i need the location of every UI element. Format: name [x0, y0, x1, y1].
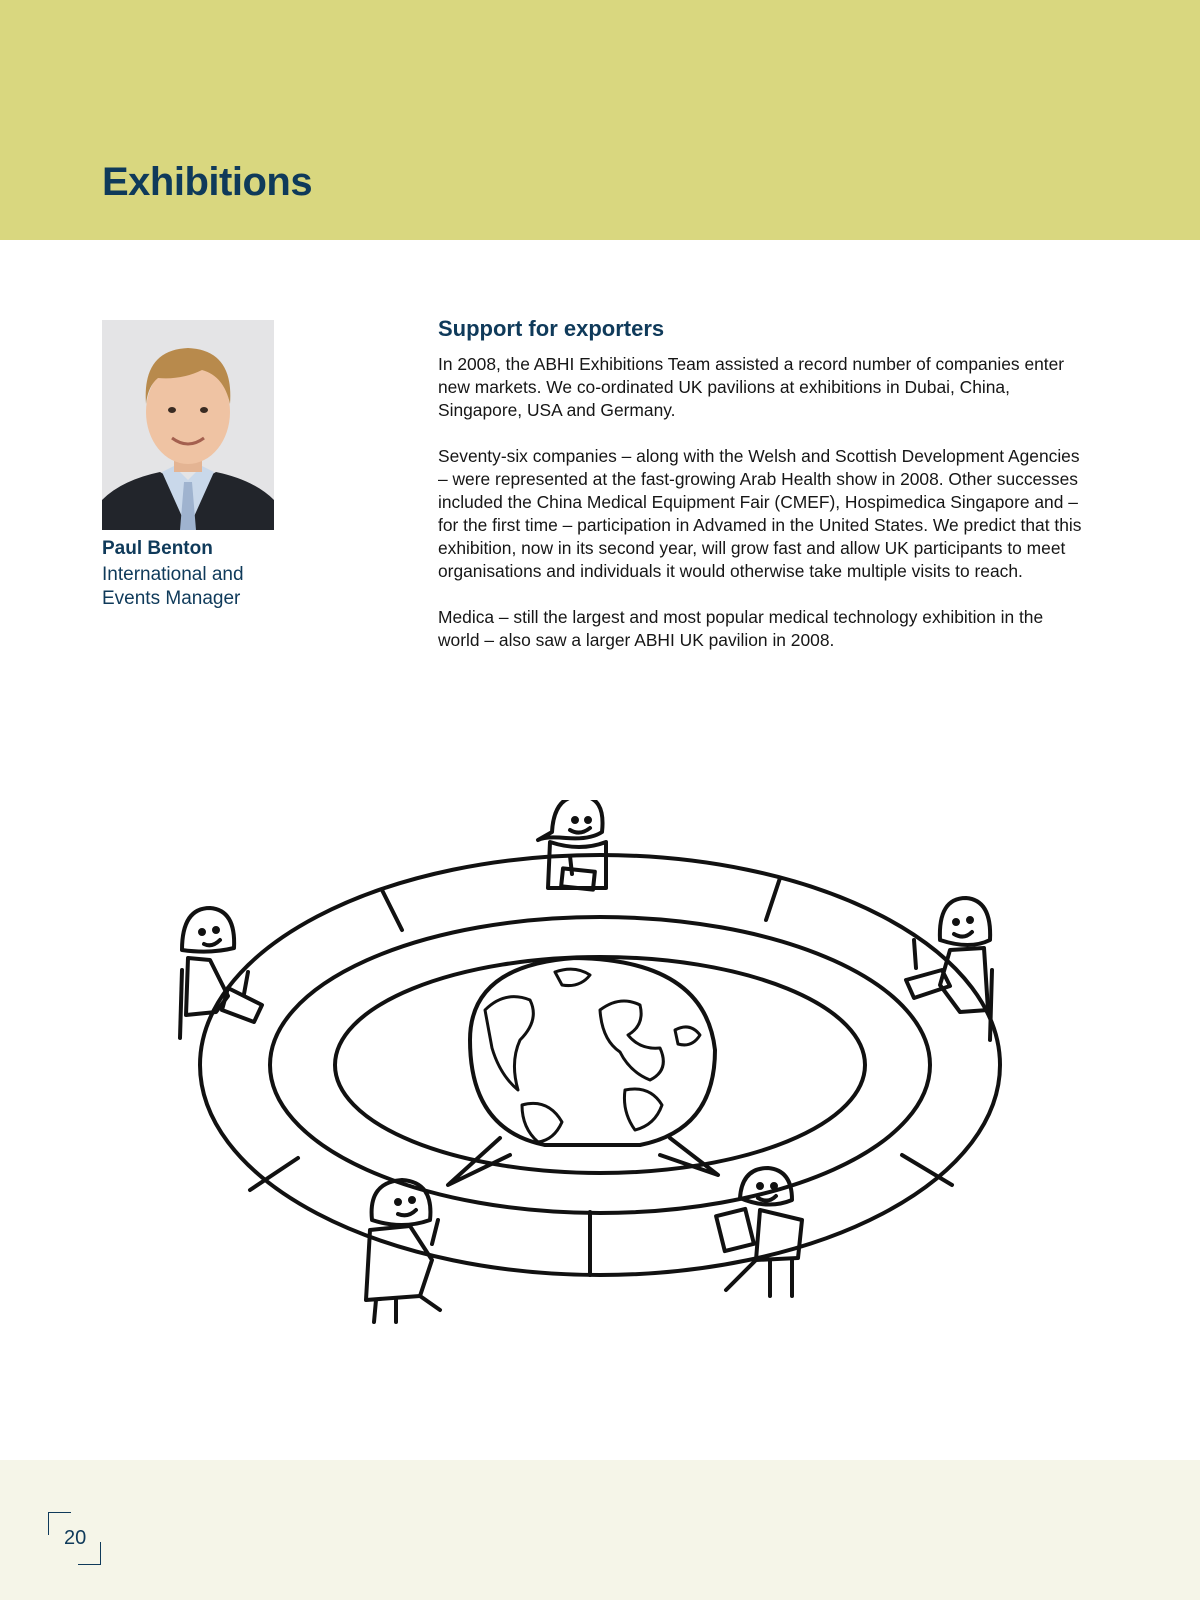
- article-paragraph: Seventy-six companies – along with the Welsh and Scottish Development Agencies – were represented at the fast-growing Arab Health show in 2008. Other successes included the China Medical Equipment Fair (CMEF), Hospimedica Singapore and – for the first time – participation in Advamed in the United States. We predict that this exhibition, now in its second year, will grow fast and allow UK participants to meet organisations and individuals it would otherwise take multiple visits to reach.: [438, 446, 1082, 581]
- person-bottom-right-icon: [716, 1168, 802, 1296]
- person-bottom-left-icon: [366, 1180, 440, 1322]
- person-left-icon: [180, 908, 262, 1038]
- page-number: 20: [64, 1527, 87, 1549]
- person-name: Paul Benton: [102, 538, 213, 559]
- person-top-icon: [538, 800, 606, 890]
- profile-photo: [102, 320, 274, 530]
- article-body: [438, 353, 1088, 675]
- section-heading: Support for exporters: [438, 316, 665, 341]
- portrait-image: [102, 320, 274, 530]
- person-right-icon: [906, 898, 992, 1040]
- article-paragraph: Medica – still the largest and most popular medical technology exhibition in the world – also saw a larger ABHI UK pavilion in 2008.: [438, 607, 1044, 650]
- table-center-well: [335, 957, 865, 1173]
- table-inner-edge: [270, 917, 930, 1213]
- article-paragraph: In 2008, the ABHI Exhibitions Team assisted a record number of companies enter new markets. We co-ordinated UK pavilions at exhibitions in Dubai, China, Singapore, USA and Germany.: [438, 354, 1065, 420]
- meeting-table-globe-illustration: [170, 800, 1030, 1360]
- footer-band: [0, 1460, 1200, 1600]
- page-title: Exhibitions: [102, 160, 313, 204]
- person-role: International and Events Manager: [102, 564, 244, 609]
- globe-icon: [470, 958, 715, 1145]
